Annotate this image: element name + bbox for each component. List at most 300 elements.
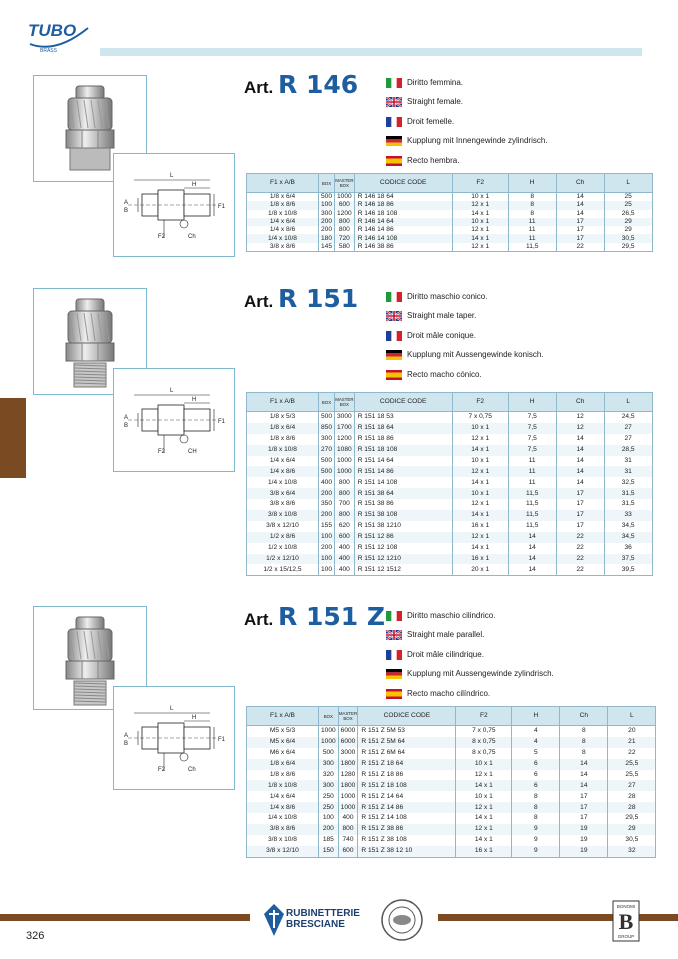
table-cell: 16 x 1 bbox=[452, 521, 508, 532]
table-cell: 500 bbox=[319, 412, 335, 423]
table-header-cell: H bbox=[512, 707, 560, 726]
table-header-cell: BOX bbox=[319, 707, 339, 726]
flag-gb-icon bbox=[386, 630, 402, 640]
table-cell: 20 bbox=[608, 726, 656, 737]
table-cell: 100 bbox=[319, 201, 335, 209]
table-cell: 28,5 bbox=[604, 445, 652, 456]
table-cell: 11 bbox=[508, 477, 556, 488]
table-cell: R 151 Z 38 108 bbox=[358, 835, 456, 846]
table-cell: 14 bbox=[508, 564, 556, 575]
table-cell: 11 bbox=[508, 456, 556, 467]
drawing-label-f2: F2 bbox=[158, 449, 166, 455]
table-cell: 14 bbox=[556, 466, 604, 477]
table-cell: 26,5 bbox=[604, 210, 652, 218]
table-cell: 8 bbox=[560, 748, 608, 759]
table-cell: 10 x 1 bbox=[452, 218, 508, 226]
drawing-label-f1: F1 bbox=[218, 737, 226, 743]
table-cell: 10 x 1 bbox=[452, 456, 508, 467]
table-cell: 27 bbox=[608, 780, 656, 791]
table-row bbox=[247, 243, 653, 252]
table-cell: 400 bbox=[335, 564, 355, 575]
table-cell: 4 bbox=[512, 726, 560, 737]
table-cell: 11,5 bbox=[508, 499, 556, 510]
table-row bbox=[247, 554, 653, 565]
table-cell: 185 bbox=[319, 835, 339, 846]
table-cell: 34,5 bbox=[604, 521, 652, 532]
table-cell: 1/8 x 6/4 bbox=[247, 193, 319, 202]
table-cell: 1/8 x 10/8 bbox=[247, 780, 319, 791]
flag-de-icon bbox=[386, 350, 402, 360]
table-cell: 10 x 1 bbox=[456, 791, 512, 802]
table-cell: 12 x 1 bbox=[452, 226, 508, 234]
table-cell: 1/8 x 8/6 bbox=[247, 434, 319, 445]
table-cell: 14 bbox=[556, 456, 604, 467]
table-cell: 1/4 x 10/8 bbox=[247, 234, 319, 242]
table-row bbox=[247, 780, 656, 791]
table-header-cell: F2 bbox=[452, 174, 508, 193]
flag-fr-icon bbox=[386, 331, 402, 341]
table-cell: 3/8 x 12/10 bbox=[247, 521, 319, 532]
description-fr bbox=[386, 112, 548, 132]
drawing-label-ch: Ch bbox=[188, 767, 196, 773]
table-cell: 31 bbox=[604, 456, 652, 467]
table-header-cell: CODICE CODE bbox=[358, 707, 456, 726]
table-cell: 150 bbox=[319, 846, 339, 857]
description-text: Straight male taper. bbox=[407, 311, 477, 321]
table-row bbox=[247, 445, 653, 456]
table-cell: 11,5 bbox=[508, 510, 556, 521]
drawing-label-f1: F1 bbox=[218, 204, 226, 210]
table-cell: 8 bbox=[512, 791, 560, 802]
table-cell: 9 bbox=[512, 824, 560, 835]
table-cell: 100 bbox=[319, 532, 335, 543]
table-cell: 17 bbox=[556, 510, 604, 521]
table-cell: 29,5 bbox=[604, 243, 652, 252]
table-row bbox=[247, 813, 656, 824]
spec-table bbox=[246, 173, 653, 252]
group-top-text: BONOMI bbox=[616, 904, 636, 909]
table-header-cell: Ch bbox=[556, 393, 604, 412]
table-row bbox=[247, 201, 653, 209]
table-header-cell: MASTER BOX bbox=[338, 707, 358, 726]
table-cell: R 151 18 53 bbox=[354, 412, 452, 423]
table-cell: 400 bbox=[319, 477, 335, 488]
article-prefix: Art. bbox=[244, 610, 274, 629]
table-header-cell: L bbox=[604, 393, 652, 412]
table-cell: 14 bbox=[560, 780, 608, 791]
table-cell: 14 bbox=[556, 193, 604, 202]
table-cell: R 151 38 1210 bbox=[354, 521, 452, 532]
description-text: Recto macho cilíndrico. bbox=[407, 688, 491, 698]
table-cell: R 151 Z 38 12 10 bbox=[358, 846, 456, 857]
table-cell: R 151 14 64 bbox=[354, 456, 452, 467]
brand-line1: RUBINETTERIE bbox=[286, 908, 360, 919]
description-list bbox=[386, 287, 544, 385]
table-cell: 200 bbox=[319, 824, 339, 835]
table-cell: 1800 bbox=[338, 759, 358, 770]
table-cell: 155 bbox=[319, 521, 335, 532]
table-cell: 17 bbox=[560, 813, 608, 824]
drawing-label-l: L bbox=[170, 388, 174, 394]
table-cell: 200 bbox=[319, 510, 335, 521]
table-cell: 7,5 bbox=[508, 434, 556, 445]
description-text: Kupplung mit Innengewinde zylindrisch. bbox=[407, 136, 548, 146]
table-row bbox=[247, 218, 653, 226]
table-cell: 8 bbox=[512, 802, 560, 813]
table-cell: 14 x 1 bbox=[452, 543, 508, 554]
table-cell: 4 bbox=[512, 737, 560, 748]
table-cell: 1000 bbox=[335, 193, 355, 202]
table-cell: 850 bbox=[319, 423, 335, 434]
table-cell: 3000 bbox=[335, 412, 355, 423]
table-cell: 600 bbox=[335, 201, 355, 209]
table-cell: 100 bbox=[319, 554, 335, 565]
table-row bbox=[247, 466, 653, 477]
table-cell: 17 bbox=[560, 802, 608, 813]
table-cell: R 151 Z 18 108 bbox=[358, 780, 456, 791]
logo-text: TUBO bbox=[28, 21, 77, 40]
table-row bbox=[247, 824, 656, 835]
table-cell: R 146 18 108 bbox=[354, 210, 452, 218]
table-cell: 1/4 x 10/8 bbox=[247, 813, 319, 824]
table-cell: R 151 38 86 bbox=[354, 499, 452, 510]
flag-de-icon bbox=[386, 669, 402, 679]
table-cell: 17 bbox=[556, 521, 604, 532]
table-cell: 14 x 1 bbox=[452, 445, 508, 456]
table-cell: 720 bbox=[335, 234, 355, 242]
description-list bbox=[386, 73, 548, 171]
table-cell: 1/8 x 10/8 bbox=[247, 445, 319, 456]
table-cell: 14 bbox=[508, 554, 556, 565]
table-cell: 1/4 x 8/6 bbox=[247, 466, 319, 477]
table-row bbox=[247, 737, 656, 748]
table-row bbox=[247, 477, 653, 488]
drawing-label-f1: F1 bbox=[218, 419, 226, 425]
table-cell: 29 bbox=[604, 218, 652, 226]
table-cell: R 151 18 64 bbox=[354, 423, 452, 434]
table-cell: 12 x 1 bbox=[452, 466, 508, 477]
table-cell: 25 bbox=[604, 201, 652, 209]
table-cell: 800 bbox=[335, 477, 355, 488]
table-row bbox=[247, 488, 653, 499]
drawing-label-a: A bbox=[124, 733, 129, 739]
table-cell: 1/8 x 10/8 bbox=[247, 210, 319, 218]
table-cell: 6 bbox=[512, 780, 560, 791]
table-cell: 17 bbox=[556, 488, 604, 499]
table-cell: 200 bbox=[319, 218, 335, 226]
table-row bbox=[247, 423, 653, 434]
drawing-label-l: L bbox=[170, 706, 174, 712]
table-cell: 39,5 bbox=[604, 564, 652, 575]
description-text: Diritto maschio conico. bbox=[407, 291, 488, 301]
table-row bbox=[247, 434, 653, 445]
table-header-cell: F1 x A/B bbox=[247, 174, 319, 193]
table-cell: 8 bbox=[560, 726, 608, 737]
table-cell: 29 bbox=[608, 824, 656, 835]
table-cell: 7,5 bbox=[508, 412, 556, 423]
table-cell: 10 x 1 bbox=[452, 193, 508, 202]
table-cell: 30,5 bbox=[604, 234, 652, 242]
table-cell: 22 bbox=[556, 532, 604, 543]
table-cell: 8 bbox=[512, 813, 560, 824]
drawing-label-h: H bbox=[192, 397, 197, 403]
drawing-label-b: B bbox=[124, 423, 129, 429]
table-row bbox=[247, 234, 653, 242]
drawing-label-f2: F2 bbox=[158, 234, 166, 240]
drawing-label-a: A bbox=[124, 200, 129, 206]
table-cell: 1/4 x 6/4 bbox=[247, 791, 319, 802]
side-tab bbox=[0, 398, 26, 478]
description-it bbox=[386, 287, 544, 307]
table-cell: 22 bbox=[608, 748, 656, 759]
table-cell: 320 bbox=[319, 770, 339, 781]
table-cell: 29,5 bbox=[608, 813, 656, 824]
description-es bbox=[386, 365, 544, 385]
table-cell: 14 bbox=[556, 445, 604, 456]
drawing-label-a: A bbox=[124, 415, 129, 421]
table-cell: 17 bbox=[556, 499, 604, 510]
table-cell: 1/2 x 15/12,5 bbox=[247, 564, 319, 575]
description-de bbox=[386, 665, 554, 685]
table-cell: 580 bbox=[335, 243, 355, 252]
article-code: R 151 bbox=[278, 284, 359, 313]
table-cell: 3/8 x 8/6 bbox=[247, 824, 319, 835]
table-cell: 10 x 1 bbox=[452, 488, 508, 499]
table-cell: 800 bbox=[335, 218, 355, 226]
description-it bbox=[386, 606, 554, 626]
table-cell: 300 bbox=[319, 780, 339, 791]
table-cell: 300 bbox=[319, 210, 335, 218]
table-cell: 14 bbox=[556, 434, 604, 445]
table-cell: 12 x 1 bbox=[452, 434, 508, 445]
table-cell: 1080 bbox=[335, 445, 355, 456]
table-cell: 11,5 bbox=[508, 521, 556, 532]
description-gb bbox=[386, 307, 544, 327]
table-cell: 620 bbox=[335, 521, 355, 532]
description-fr bbox=[386, 645, 554, 665]
table-row bbox=[247, 499, 653, 510]
description-fr bbox=[386, 326, 544, 346]
table-cell: 30,5 bbox=[608, 835, 656, 846]
table-cell: R 151 Z 18 86 bbox=[358, 770, 456, 781]
table-cell: 28 bbox=[608, 802, 656, 813]
table-cell: 3/8 x 12/10 bbox=[247, 846, 319, 857]
drawing-label-h: H bbox=[192, 182, 197, 188]
table-header-cell: CODICE CODE bbox=[354, 174, 452, 193]
table-cell: 14 x 1 bbox=[452, 210, 508, 218]
table-cell: 14 bbox=[508, 543, 556, 554]
table-header-cell: CODICE CODE bbox=[354, 393, 452, 412]
table-cell: R 151 12 1512 bbox=[354, 564, 452, 575]
table-cell: 9 bbox=[512, 835, 560, 846]
table-cell: 1/8 x 6/4 bbox=[247, 423, 319, 434]
table-header-cell: L bbox=[604, 174, 652, 193]
table-cell: 6000 bbox=[338, 726, 358, 737]
table-cell: R 151 Z 5M 64 bbox=[358, 737, 456, 748]
table-cell: R 146 18 64 bbox=[354, 193, 452, 202]
table-cell: R 151 Z 14 86 bbox=[358, 802, 456, 813]
table-cell: 400 bbox=[335, 543, 355, 554]
drawing-label-ch: CH bbox=[188, 449, 197, 455]
tubo-logo bbox=[26, 14, 98, 56]
table-cell: R 151 14 108 bbox=[354, 477, 452, 488]
table-cell: R 151 Z 5M 53 bbox=[358, 726, 456, 737]
description-it bbox=[386, 73, 548, 93]
table-cell: 1200 bbox=[335, 210, 355, 218]
table-cell: 11 bbox=[508, 218, 556, 226]
table-cell: R 151 Z 14 64 bbox=[358, 791, 456, 802]
table-cell: R 146 38 86 bbox=[354, 243, 452, 252]
table-cell: 1/8 x 8/6 bbox=[247, 201, 319, 209]
table-cell: 1/4 x 6/4 bbox=[247, 218, 319, 226]
table-cell: 300 bbox=[319, 759, 339, 770]
article-code: R 146 bbox=[278, 70, 359, 99]
table-cell: 12 bbox=[556, 423, 604, 434]
table-cell: R 151 12 1210 bbox=[354, 554, 452, 565]
description-text: Straight female. bbox=[407, 97, 464, 107]
table-cell: 6000 bbox=[338, 737, 358, 748]
table-cell: 11 bbox=[508, 466, 556, 477]
table-cell: 700 bbox=[335, 499, 355, 510]
table-cell: 31 bbox=[604, 466, 652, 477]
table-cell: R 151 Z 38 86 bbox=[358, 824, 456, 835]
table-cell: 14 bbox=[556, 210, 604, 218]
flag-gb-icon bbox=[386, 97, 402, 107]
table-cell: 7,5 bbox=[508, 445, 556, 456]
table-cell: 14 bbox=[556, 201, 604, 209]
spec-table bbox=[246, 706, 656, 858]
table-cell: 22 bbox=[556, 543, 604, 554]
table-cell: 1/4 x 8/6 bbox=[247, 802, 319, 813]
table-cell: 25,5 bbox=[608, 759, 656, 770]
table-cell: 14 x 1 bbox=[452, 234, 508, 242]
table-cell: 19 bbox=[560, 846, 608, 857]
table-cell: 14 x 1 bbox=[452, 510, 508, 521]
table-cell: R 146 14 108 bbox=[354, 234, 452, 242]
table-cell: 1000 bbox=[319, 737, 339, 748]
article-code: R 151 Z bbox=[278, 602, 385, 631]
table-cell: 1800 bbox=[338, 780, 358, 791]
table-cell: 1000 bbox=[335, 456, 355, 467]
table-cell: 600 bbox=[338, 846, 358, 857]
logo-sub: BRASS bbox=[40, 48, 57, 54]
table-cell: 1/8 x 6/4 bbox=[247, 759, 319, 770]
table-cell: 1/8 x 8/6 bbox=[247, 770, 319, 781]
table-cell: 14 bbox=[560, 770, 608, 781]
description-es bbox=[386, 151, 548, 171]
table-cell: 200 bbox=[319, 543, 335, 554]
table-cell: R 151 38 64 bbox=[354, 488, 452, 499]
group-letter: B bbox=[618, 909, 634, 934]
table-cell: 3/8 x 8/6 bbox=[247, 499, 319, 510]
table-cell: 11,5 bbox=[508, 488, 556, 499]
table-cell: 1/2 x 12/10 bbox=[247, 554, 319, 565]
table-row bbox=[247, 726, 656, 737]
table-header-cell: F2 bbox=[452, 393, 508, 412]
flag-gb-icon bbox=[386, 311, 402, 321]
table-cell: 350 bbox=[319, 499, 335, 510]
table-row bbox=[247, 543, 653, 554]
table-cell: 1/4 x 10/8 bbox=[247, 477, 319, 488]
footer-bar-right bbox=[438, 914, 678, 921]
table-cell: R 151 38 108 bbox=[354, 510, 452, 521]
table-cell: 22 bbox=[556, 554, 604, 565]
table-cell: 1700 bbox=[335, 423, 355, 434]
table-cell: 800 bbox=[335, 488, 355, 499]
table-header-cell: F1 x A/B bbox=[247, 707, 319, 726]
table-row bbox=[247, 748, 656, 759]
table-cell: 12 x 1 bbox=[456, 770, 512, 781]
table-cell: M5 x 5/3 bbox=[247, 726, 319, 737]
table-cell: R 151 18 86 bbox=[354, 434, 452, 445]
page-number: 326 bbox=[26, 930, 45, 942]
table-cell: 500 bbox=[319, 748, 339, 759]
table-cell: 7 x 0,75 bbox=[452, 412, 508, 423]
table-cell: 1000 bbox=[338, 791, 358, 802]
table-cell: 3000 bbox=[338, 748, 358, 759]
table-cell: R 146 18 86 bbox=[354, 201, 452, 209]
table-cell: 31,5 bbox=[604, 499, 652, 510]
table-row bbox=[247, 193, 653, 202]
table-row bbox=[247, 521, 653, 532]
table-cell: 145 bbox=[319, 243, 335, 252]
table-cell: 500 bbox=[319, 456, 335, 467]
table-cell: 12 x 1 bbox=[452, 532, 508, 543]
table-cell: 200 bbox=[319, 226, 335, 234]
table-cell: 8 x 0,75 bbox=[456, 748, 512, 759]
description-text: Kupplung mit Aussengewinde zylindrisch. bbox=[407, 669, 554, 679]
table-cell: 8 bbox=[508, 210, 556, 218]
table-row bbox=[247, 412, 653, 423]
table-cell: 740 bbox=[338, 835, 358, 846]
table-header-cell: BOX bbox=[319, 174, 335, 193]
table-cell: 8 bbox=[560, 737, 608, 748]
table-cell: 14 bbox=[508, 532, 556, 543]
table-cell: 25,5 bbox=[608, 770, 656, 781]
table-cell: 14 x 1 bbox=[452, 477, 508, 488]
table-cell: 8 bbox=[508, 201, 556, 209]
table-row bbox=[247, 802, 656, 813]
description-text: Recto hembra. bbox=[407, 155, 460, 165]
table-cell: 6 bbox=[512, 759, 560, 770]
table-cell: 22 bbox=[556, 564, 604, 575]
table-row bbox=[247, 510, 653, 521]
description-text: Diritto femmina. bbox=[407, 77, 464, 87]
article-prefix: Art. bbox=[244, 78, 274, 97]
table-cell: 33 bbox=[604, 510, 652, 521]
header-bar bbox=[100, 48, 642, 56]
table-cell: 19 bbox=[560, 824, 608, 835]
table-cell: 100 bbox=[319, 813, 339, 824]
table-cell: 27 bbox=[604, 434, 652, 445]
table-cell: 300 bbox=[319, 434, 335, 445]
table-cell: 3/8 x 6/4 bbox=[247, 488, 319, 499]
table-cell: 12 x 1 bbox=[452, 243, 508, 252]
table-cell: 800 bbox=[335, 510, 355, 521]
footer-bar-left bbox=[0, 914, 250, 921]
technical-drawing bbox=[113, 368, 235, 472]
description-text: Recto macho cónico. bbox=[407, 369, 482, 379]
drawing-label-ch: Ch bbox=[188, 234, 196, 240]
table-cell: 20 x 1 bbox=[452, 564, 508, 575]
bonomi-group-logo bbox=[612, 900, 640, 942]
table-cell: 12 x 1 bbox=[456, 824, 512, 835]
table-row bbox=[247, 210, 653, 218]
table-cell: 14 bbox=[560, 759, 608, 770]
table-header-cell: MASTER BOX bbox=[335, 174, 355, 193]
table-cell: 8 x 0,75 bbox=[456, 737, 512, 748]
table-row bbox=[247, 456, 653, 467]
